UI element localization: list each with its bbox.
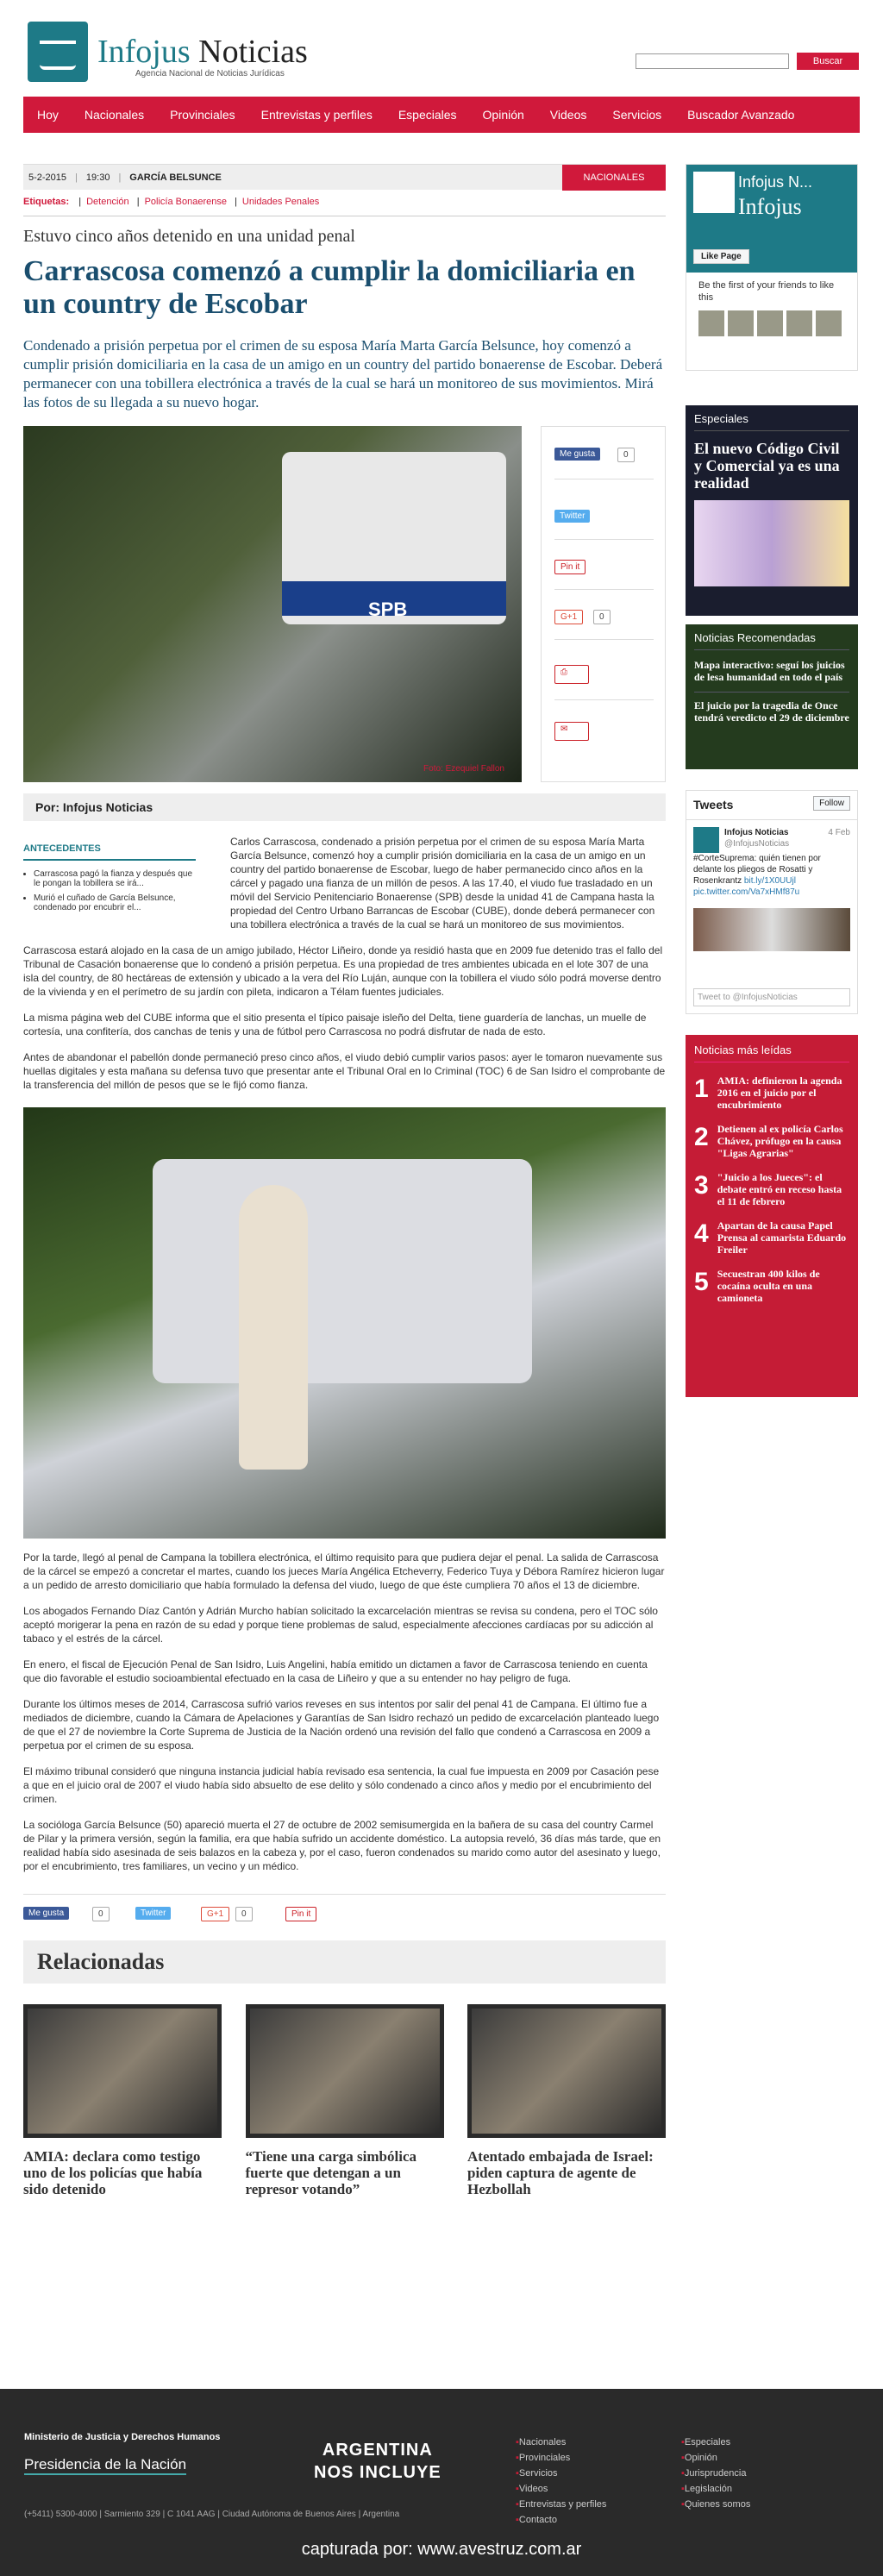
tweet-date: 4 Feb [828,828,850,837]
body-paragraph: El máximo tribunal consideró que ninguna instancia judicial había revisado esa sentencia, la cual fue impuesta en 2009 por Casación pese a que en el juicio oral de 2007 el viudo había sido absuelto de ese delito y sólo condenado a cinco años y medio por el encubrimiento del crimen. [23,1765,660,1805]
nav-entrevistas[interactable]: Entrevistas y perfiles [260,108,373,122]
avatar [728,310,754,336]
related-card[interactable] [467,2004,666,2197]
pinterest-button[interactable]: Pin it [554,560,586,574]
tweet-text: #CorteSuprema: quién tienen por delante los pliegos de Rosatti y Rosenkrantz bit.ly/1X0UUjl pic.twitter.com/Va7xHMf87u [693,854,821,897]
body-paragraph: Carrascosa estará alojado en la casa de un amigo jubilado, Héctor Liñeiro, donde ya residió hasta que en 2009 fue detenido tras el fallo del Tribunal de Casación bonaerense que lo condenó a prisión perpetua. Es una propiedad de tres ambientes ubicada en el lote 307 de una isla del country, de 80 hectáreas de extensión y ubicado a la vera del Río Luján, aunque con la tobillera el viudo sólo podrá moverse dentro de la vivienda y en el perímetro de su jardín con pileta, indicaron a Télam fuentes judiciales. [23,944,663,998]
related-list [23,2004,666,2197]
brand-first: Infojus [97,34,191,70]
tag-link[interactable]: Policía Bonaerense [144,197,227,207]
nav-buscador[interactable]: Buscador Avanzado [687,108,795,122]
antecedente-link[interactable]: • Carrascosa pagó la fianza y después que le pongan la tobillera se irá... [34,869,196,888]
tweet-handle[interactable]: @InfojusNoticias [724,839,790,849]
footer-link[interactable]: ▪ Contacto [516,2515,606,2525]
related-title: Relacionadas [23,1940,666,1984]
related-image[interactable] [246,2004,444,2138]
footer-links-2 [681,2437,750,2515]
facebook-text: Be the first of your friends to like this [698,280,835,303]
nav-opinion[interactable]: Opinión [482,108,524,122]
related-card[interactable] [23,2004,222,2197]
tweet-compose-input[interactable]: Tweet to @InfojusNoticias [693,988,850,1006]
mas-leida-item[interactable]: 2 Detienen al ex policía Carlos Chávez, prófugo en la causa "Ligas Agrarias" [694,1123,843,1159]
facebook-like-button[interactable]: Me gusta [23,1907,69,1920]
footer-link[interactable]: ▪ Opinión [681,2453,750,2463]
body-paragraph: Los abogados Fernando Díaz Cantón y Adrián Murcho habían solicitado la excarcelación mientras se revisa su condena, pero el TOC sólo aceptó morigerar la pena en razón de su edad y porque tiene problemas de salud, especialmente afecciones cardíacas por su adicción al tabaco y el estrés de la cárcel. [23,1605,658,1645]
tagline: Agencia Nacional de Noticias Jurídicas [135,69,285,78]
related-image[interactable] [467,2004,666,2138]
recomendada-link[interactable]: El juicio por la tragedia de Once tendrá veredicto el 29 de diciembre [694,692,849,724]
photo-credit: Foto: Ezequiel Fallon [423,764,504,774]
article-date: 5-2-2015 [28,172,67,183]
mas-leidas-box [686,1035,858,1397]
recomendada-link[interactable]: Mapa interactivo: seguí los juicios de lesa humanidad en todo el país [694,659,845,683]
tag-link[interactable]: Detención [86,197,129,207]
article-time: 19:30 [85,172,110,183]
slogan: ARGENTINA NOS INCLUYE [314,2441,442,2482]
footer-link[interactable]: ▪ Jurisprudencia [681,2468,750,2479]
footer-address: (+5411) 5300-4000 | Sarmiento 329 | C 1041 AAG | Ciudad Autónoma de Buenos Aires | Argentina [24,2510,400,2519]
article-kicker: Estuvo cinco años detenido en una unidad penal [23,227,355,246]
antecedente-link[interactable]: • Murió el cuñado de García Belsunce, condenado por encubrir el... [34,893,196,912]
avatar [698,310,724,336]
facebook-friends [686,310,857,336]
article-photo[interactable] [23,426,522,782]
related-headline[interactable]: AMIA: declara como testigo uno de los policías que había sido detenido [23,2148,203,2197]
especiales-box [686,405,858,616]
especiales-headline[interactable]: El nuevo Código Civil y Comercial ya es una realidad [694,440,840,492]
twitter-button[interactable]: Twitter [135,1907,171,1920]
especiales-title: Especiales [694,412,849,431]
body-paragraph: La socióloga García Belsunce (50) apareció muerta el 27 de octubre de 2002 semisumergida en la bañera de su casa del country Carmel de Pilar y la primera versión, según la familia, era que había sufrido un accidente doméstico. La autopsia reveló, 36 días más tarde, que en realidad había sido asesinada de seis balazos en la cabeza y, por el caso, fueron condenados su marido como autor del asesinato y luego, por el encubrimiento, tres familiares, un vecino y un médico. [23,1819,661,1872]
twitter-widget [686,790,858,1014]
mas-leida-item[interactable]: 3 "Juicio a los Jueces": el debate entró en receso hasta el 11 de febrero [694,1171,842,1207]
header [23,0,860,97]
googleplus-count: 0 [235,1907,253,1921]
ministry-name: Ministerio de Justicia y Derechos Humanos [24,2432,221,2442]
footer-link[interactable]: ▪ Servicios [516,2468,606,2479]
article-body [23,835,666,1873]
mas-leida-item[interactable]: 1 AMIA: definieron la agenda 2016 en el juicio por el encubrimiento [694,1075,842,1111]
facebook-count: 0 [617,448,635,462]
antecedentes-title: ANTECEDENTES [23,843,196,861]
facebook-widget [686,164,858,371]
vehicle-label: SPB [368,599,408,620]
tweet[interactable] [686,820,857,905]
especiales-image[interactable] [694,500,849,586]
footer-link[interactable]: ▪ Nacionales [516,2437,606,2448]
photo-row [23,426,666,788]
tweets-title: Tweets [686,791,857,820]
recomendadas-box [686,624,858,769]
author-bar: Por: Infojus Noticias [23,793,666,821]
email-icon[interactable]: ✉ [554,722,589,741]
related-headline[interactable]: “Tiene una carga simbólica fuerte que detengan a un represor votando” [245,2148,416,2197]
recomendadas-title: Noticias Recomendadas [694,631,849,650]
article-topic[interactable]: GARCÍA BELSUNCE [129,172,222,183]
facebook-page-title[interactable]: Infojus N... [738,173,813,191]
tag-link[interactable]: Unidades Penales [241,197,320,207]
share-column [541,426,666,782]
related-headline[interactable]: Atentado embajada de Israel: piden captura de agente de Hezbollah [467,2148,654,2197]
antecedentes-box [23,843,196,918]
footer-link[interactable]: ▪ Quienes somos [681,2499,750,2510]
mas-leidas-title: Noticias más leídas [694,1044,849,1062]
body-paragraph: Por la tarde, llegó al penal de Campana la tobillera electrónica, el último requisito para que pudiera dejar el penal. La salida de Carrascosa de la cárcel se empezó a concretar el martes, cuando los jueces María Angélica Etcheverry, Federico Tuya y Débora Ramírez hicieron lugar a un pedido de arresto domiciliario que había formulado la defensa del viudo, luego de que éste cumpliera 70 años el 13 de diciembre. [23,1551,665,1591]
main-nav [23,97,860,133]
nav-videos[interactable]: Videos [549,108,587,122]
article-meta: 5-2-2015 | 19:30 | GARCÍA BELSUNCE NACIONALES [23,164,666,190]
footer-link[interactable]: ▪ Especiales [681,2437,750,2448]
search-button[interactable]: Buscar [797,53,859,70]
nav-provinciales[interactable]: Provinciales [170,108,235,122]
tweet-link[interactable]: bit.ly/1X0UUjl pic.twitter.com/Va7xHMf87u [693,876,800,897]
share-bottom [23,1894,666,1928]
body-paragraph: La misma página web del CUBE informa que el sitio presenta el típico paisaje isleño del Delta, tiene guardería de lanchas, un muelle de cortesía, una confitería, dos canchas de tenis y una de fútbol pero Carrascosa no podrá disfrutar de nada de esto. [23,1012,647,1037]
capture-credit: capturada por: www.avestruz.com.ar [301,2540,582,2559]
twitter-follow-button[interactable]: Follow [813,796,850,811]
avatar [786,310,812,336]
page [23,0,860,2197]
facebook-like-page-button[interactable]: Like Page [693,249,749,264]
body-paragraph: Durante los últimos meses de 2014, Carrascosa sufrió varios reveses en sus intentos por salir del penal 41 de Campana. El último fue a mediados de diciembre, cuando la Cámara de Apelaciones y Garantías de San Isidro rechazó un pedido de excarcelación planteado luego de que el 27 de noviembre la Corte Suprema de Justicia de la Nación ordenó una revisión del fallo que condenó a Carrascosa en 2009 a perpetua por el crimen de su esposa. [23,1698,660,1752]
googleplus-button[interactable]: G+1 [554,610,583,624]
mas-leida-item[interactable]: 5 Secuestran 400 kilos de cocaína oculta en una camioneta [694,1268,820,1304]
main-content [23,164,666,2197]
facebook-like-button[interactable]: Me gusta [554,448,600,461]
footer-link[interactable]: ▪ Entrevistas y perfiles [516,2499,606,2510]
facebook-cover[interactable] [686,165,857,273]
person-shape [239,1185,308,1470]
infojus-logo-icon [693,172,735,213]
presidency-name[interactable]: Presidencia de la Nación [24,2456,186,2475]
facebook-count: 0 [92,1907,110,1921]
body-paragraph: En enero, el fiscal de Ejecución Penal de San Isidro, Luis Angelini, había emitido un dictamen a favor de Carrascosa teniendo en cuenta que dio favorable el estudio socioambiental efectuado en la casa de Liñeiro y que a su entender no hay peligro de fuga. [23,1658,648,1684]
nav-hoy[interactable]: Hoy [37,108,59,122]
avatar [816,310,842,336]
sidebar [686,164,858,1397]
tags-row: Etiquetas: | Detención | Policía Bonaerense | Unidades Penales [23,197,666,216]
nav-nacionales[interactable]: Nacionales [84,108,145,122]
nav-especiales[interactable]: Especiales [398,108,457,122]
footer-link[interactable]: ▪ Videos [516,2484,606,2494]
brand[interactable] [97,33,308,71]
article-photo-2[interactable] [23,1107,666,1539]
related-image[interactable] [23,2004,222,2138]
brand-second: Noticias [198,34,308,70]
facebook-page-brand: Infojus [738,194,802,219]
tweet-author[interactable]: Infojus Noticias [724,828,789,837]
infojus-logo-icon[interactable] [28,22,88,82]
vehicle-shape [153,1159,532,1383]
tweet-image[interactable] [693,908,850,951]
googleplus-count: 0 [593,610,611,624]
pinterest-button[interactable]: Pin it [285,1907,316,1921]
related-card[interactable] [246,2004,444,2197]
body-paragraph: Carlos Carrascosa, condenado a prisión perpetua por el crimen de su esposa María Marta García Belsunce, comenzó hoy a cumplir prisión domiciliaria en la casa de un amigo en un country del partido bonaerense de Escobar, luego de haber permanecido cinco años en la cárcel y pagado una fianza de un millón de pesos. A las 17.40, el viudo fue trasladado en un móvil del Servicio Penitenciario Bonaerense (SPB) desde la unidad 41 de Campana hasta la propiedad del Centro Urbano Barrancas de Escobar (CUBE), donde deberá permanecer con una tobillera electrónica a través de la cual se hará un monitoreo de sus movimientos. [230,836,655,931]
search-input[interactable] [636,53,789,69]
googleplus-button[interactable]: G+1 [201,1907,229,1921]
footer-link[interactable]: ▪ Provinciales [516,2453,606,2463]
body-paragraph: Antes de abandonar el pabellón donde permaneció preso cinco años, el viudo debió cumplir varios pasos: ayer le tomaron nuevamente sus huellas digitales y esta mañana su defensa tuvo que presentar ante el Tribunal Oral en lo Criminal (TOC) 6 de San Isidro el comprobante de la transferencia del millón de pesos que se le fijó como fianza. [23,1051,666,1091]
footer-links-1 [516,2437,606,2530]
tags-label: Etiquetas: [23,197,70,207]
nav-servicios[interactable]: Servicios [612,108,662,122]
section-badge[interactable]: NACIONALES [562,165,666,191]
mas-leida-item[interactable]: 4 Apartan de la causa Papel Prensa al camarista Eduardo Freiler [694,1219,847,1256]
article-title: Carrascosa comenzó a cumplir la domiciliaria en un country de Escobar [23,255,636,320]
avatar [693,827,719,853]
article-lead: Condenado a prisión perpetua por el crimen de su esposa María Marta García Belsunce, hoy comenzó a cumplir prisión domiciliaria en la casa de un amigo en un country del partido bonaerense de Escobar. Deberá permanecer con una tobillera electrónica a través de la cual se hará un monitoreo de sus movimientos. Mirá las fotos de su llegada a su nuevo hogar. [23,337,663,411]
twitter-button[interactable]: Twitter [554,510,590,523]
footer-link[interactable]: ▪ Legislación [681,2484,750,2494]
print-icon[interactable]: ⎙ [554,665,589,684]
avatar [757,310,783,336]
